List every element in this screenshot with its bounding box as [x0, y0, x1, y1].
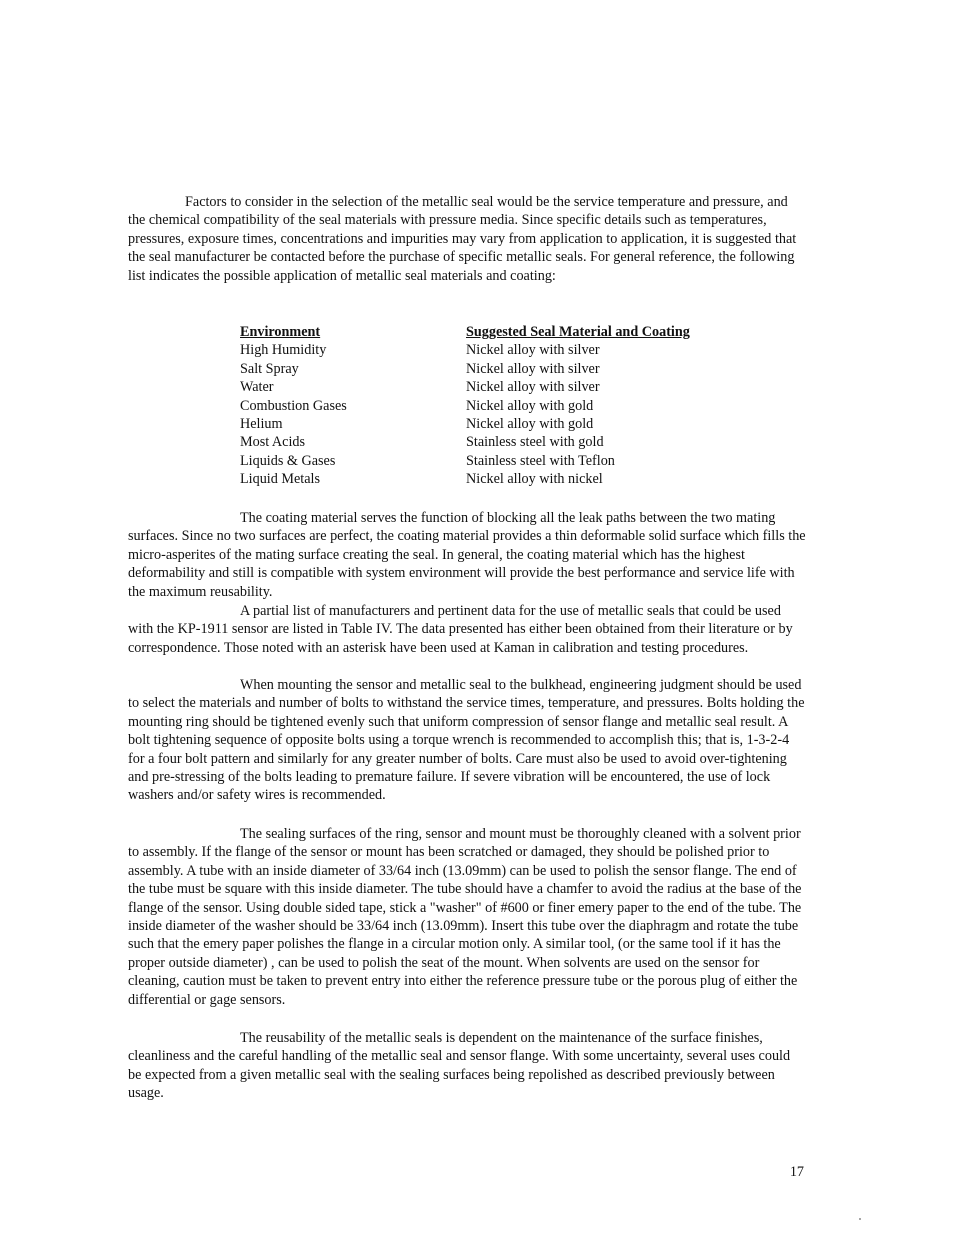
table-row — [240, 360, 760, 378]
environment-cell: High Humidity — [240, 342, 327, 359]
environment-cell: Helium — [240, 416, 283, 433]
seal-material-table — [240, 323, 760, 489]
reusability-paragraph: The reusability of the metallic seals is dependent on the maintenance of the surface finishes, cleanliness and the careful handling of the metallic seal and sensor flange. With some uncertainty, several uses could be expected from a given metallic seal with the sealing surfaces being repolished as described previously between usage. — [128, 1030, 791, 1102]
table-row — [240, 452, 760, 470]
table-row — [240, 433, 760, 451]
material-cell: Nickel alloy with gold — [466, 416, 594, 433]
environment-cell: Most Acids — [240, 434, 306, 451]
table-header-row — [240, 323, 760, 341]
table-row — [240, 378, 760, 396]
table-row — [240, 470, 760, 488]
intro-paragraph: Factors to consider in the selection of the metallic seal would be the service temperature and pressure, and the chemical compatibility of the seal materials with pressure media. Since specific details such as temperatures, pressures, exposure times, concentrations and impurities may vary from application to application, it is suggested that the seal manufacturer be contacted before the purchase of specific metallic seals. For general reference, the following list indicates the possible application of metallic seal materials and coating: — [128, 194, 797, 284]
material-cell: Stainless steel with gold — [466, 434, 604, 451]
mounting-paragraph: When mounting the sensor and metallic seal to the bulkhead, engineering judgment should be used to select the materials and number of bolts to withstand the service times, temperature, and pressures. Bolts holding the mounting ring should be tightened evenly such that uniform compression of sensor flange and metallic seal result. A bolt tightening sequence of opposite bolts using a torque wrench is recommended to accomplish this; that is, 1-3-2-4 for a four bolt pattern and similarly for any greater number of bolts. Care must also be used to avoid over-tightening and pre-stressing of the bolts leading to premature failure. If severe vibration will be encountered, the use of lock washers and/or safety wires is recommended. — [128, 677, 805, 804]
environment-cell: Salt Spray — [240, 360, 299, 377]
scan-speck — [859, 1218, 861, 1220]
page-number: 17 — [789, 1164, 804, 1180]
table-row — [240, 397, 760, 415]
table-row — [240, 341, 760, 359]
environment-header: Environment — [240, 324, 321, 340]
manufacturers-paragraph: A partial list of manufacturers and pertinent data for the use of metallic seals that could be used with the KP-1911 sensor are listed in Table IV. The data presented has either been obtained from their literature or by correspondence. Those noted with an asterisk have been used at Kaman in calibration and testing procedures. — [128, 603, 793, 656]
environment-cell: Liquids & Gases — [240, 452, 336, 469]
environment-cell: Combustion Gases — [240, 397, 347, 414]
coating-paragraph: The coating material serves the function of blocking all the leak paths between the two mating surfaces. Since no two surfaces are perfect, the coating material provides a thin deformable solid surface which fills the micro-asperites of the mating surface creating the seal. In general, the coating material which has the highest deformability and still is compatible with system environment will provide the best performance and service life with the maximum reusability. — [128, 510, 806, 600]
material-cell: Nickel alloy with silver — [466, 342, 600, 359]
material-cell: Stainless steel with Teflon — [466, 452, 615, 469]
sealing-surfaces-paragraph: The sealing surfaces of the ring, sensor and mount must be thoroughly cleaned with a solvent prior to assembly. If the flange of the sensor or mount has been scratched or damaged, they should be polished prior to assembly. A tube with an inside diameter of 33/64 inch (13.09mm) can be used to polish the sensor flange. The end of the tube must be square with this inside diameter. The tube should have a chamfer to avoid the radius at the base of the flange of the sensor. Using double sided tape, stick a "washer" of #600 or finer emery paper to the end of the tube. The inside diameter of the washer should be 33/64 inch (13.09mm). Insert this tube over the diaphragm and rotate the tube such that the emery paper polishes the flange in a circular motion only. A similar tool, (or the same tool if it has the proper outside diameter) , can be used to polish the seat of the mount. When solvents are used on the sensor for cleaning, caution must be taken to prevent entry into either the reference pressure tube or the porous plug of either the differential or gage sensors. — [128, 826, 802, 1008]
material-cell: Nickel alloy with silver — [466, 360, 600, 377]
material-header: Suggested Seal Material and Coating — [466, 324, 690, 340]
material-cell: Nickel alloy with gold — [466, 397, 594, 414]
environment-cell: Liquid Metals — [240, 471, 320, 488]
material-cell: Nickel alloy with nickel — [466, 471, 603, 488]
environment-cell: Water — [240, 379, 274, 396]
table-row — [240, 415, 760, 433]
material-cell: Nickel alloy with silver — [466, 379, 600, 396]
